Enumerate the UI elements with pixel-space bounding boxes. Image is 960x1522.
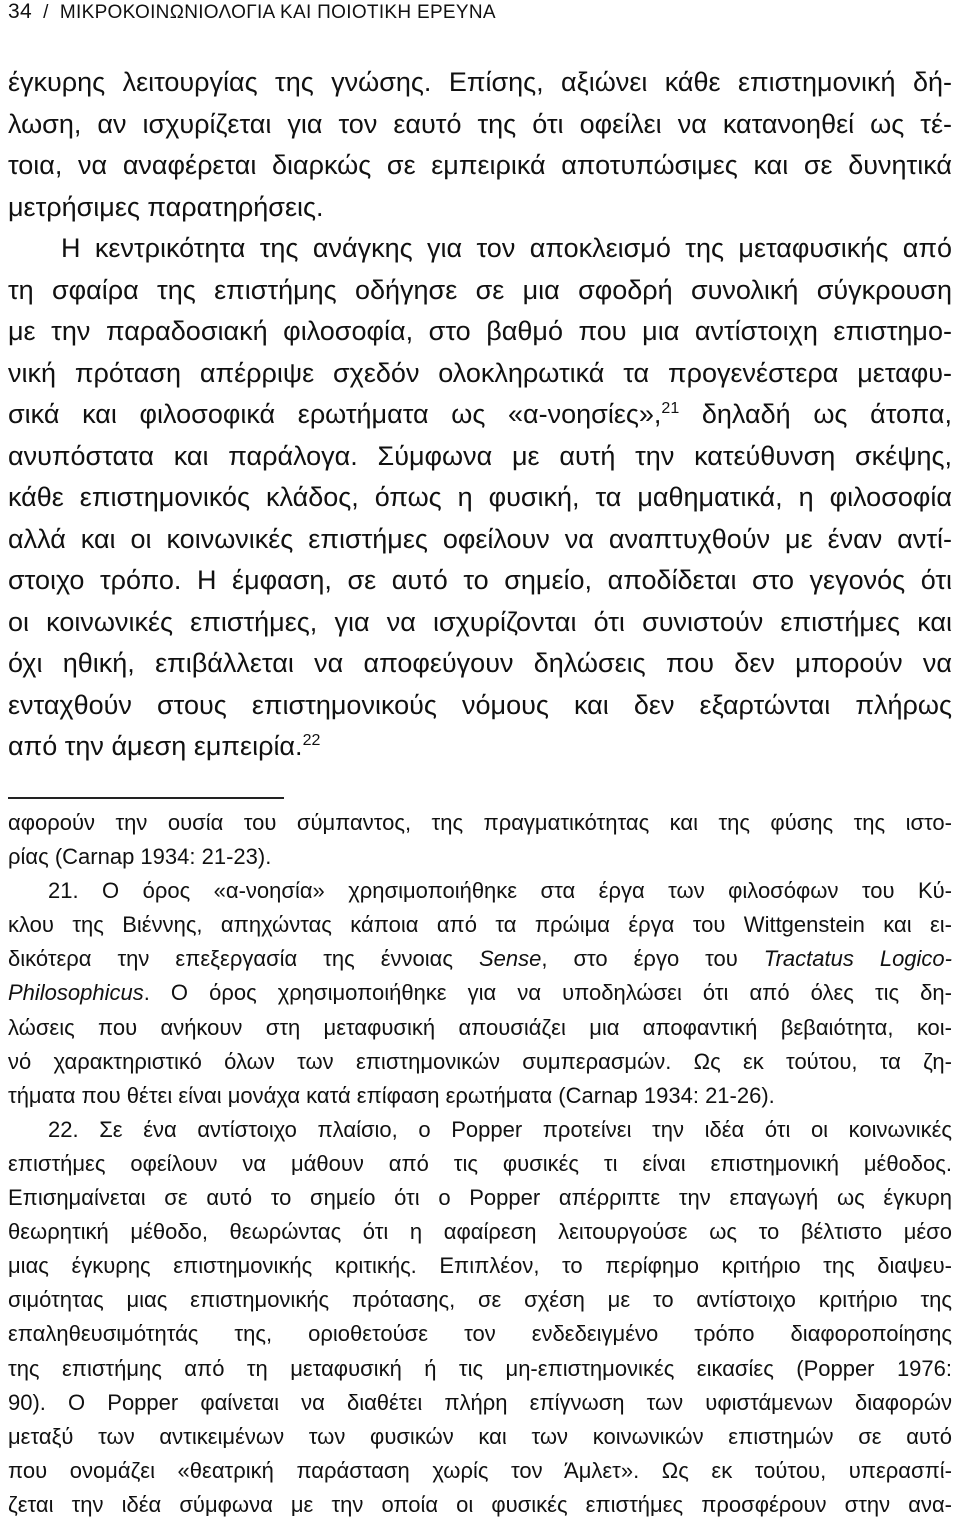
footnote-22-line: μεταξύ των αντικειμένων των φυσικών και των κοινωνικών επιστημών σε αυτό (8, 1423, 952, 1449)
footnote-22-line: 90). Ο Popper φαίνεται να διαθέτει πλήρη επίγνωση των υφιστάμενων διαφορών (8, 1389, 952, 1415)
footnote-italic-term: Sense (478, 946, 542, 972)
footnote-text: δικότερα την επεξεργασία της έννοιας (8, 946, 453, 972)
footnote-divider (8, 797, 284, 799)
footnote-22-line: σιμότητας μιας επιστημονικής πρότασης, σε σχέση με το αντίστοιχο κριτήριο της (8, 1287, 952, 1313)
footnote-22-line: που ονομάζει «θεατρική παράσταση χωρίς τον Άμλετ». Ως εκ τούτου, υπερασπί- (8, 1457, 952, 1483)
body-line: οι κοινωνικές επιστήμες, για να ισχυρίζονται ότι συνιστούν επιστήμες και (8, 606, 952, 637)
footnote-22-line: επαληθευσιμότητάς της, οριοθετούσε τον ενδεδειγμένο τρόπο διαφοροποίησης (8, 1321, 952, 1347)
footnote-22-line: Επισημαίνεται σε αυτό το σημείο ότι ο Popper απέρριπτε την επαγωγή ως έγκυρη (8, 1185, 952, 1211)
footnote-21-line: κλου της Βιέννης, απηχώντας κάποια από τα πρώιμα έργα του Wittgenstein και ει- (8, 912, 952, 938)
footnotes (8, 806, 952, 1522)
footnote-22-line: θεωρητική μέθοδο, θεωρώντας ότι η αφαίρεση λειτουργούσε ως το βέλτιστο μέσο (8, 1219, 952, 1245)
footnote-22-line (8, 1113, 952, 1147)
body-line: νική πρόταση απέρριψε σχεδόν ολοκληρωτικά τα προγενέστερα μεταφυ- (8, 357, 952, 388)
page-number: 34 (8, 0, 32, 23)
footnote-22-line: της επιστήμης από τη μεταφυσική ή τις μη-επιστημονικές εικασίες (Popper 1976: (8, 1355, 952, 1381)
body-line: Η κεντρικότητα της ανάγκης για τον αποκλεισμό της μεταφυσικής από (61, 233, 952, 263)
body-line: αλλά και οι κοινωνικές επιστήμες οφείλουν να αναπτυχθούν με έναν αντί- (8, 523, 952, 554)
footnote-ref-22: 22 (302, 732, 321, 749)
footnote-text: , στο έργο του (541, 946, 738, 972)
body-line: στοιχο τρόπο. Η έμφαση, σε αυτό το σημείο, αποδίδεται στο γεγονός ότι (8, 565, 952, 595)
body-line: ανυπόστατα και παράλογα. Σύμφωνα με αυτή την κατεύθυνση σκέψης, (8, 440, 952, 471)
body-line: τη σφαίρα της επιστήμης οδήγησε σε μια σφοδρή συνολική σύγκρουση (8, 274, 952, 305)
body-line-part: σικά και φιλοσοφικά ερωτήματα ως «α-νοησίες», (8, 399, 662, 429)
footnote-line: αφορούν την ουσία του σύμπαντος, της πραγματικότητας και της φύσης της ιστο- (8, 810, 952, 835)
running-title: ΜΙΚΡΟΚΟΙΝΩΝΙΟΛΟΓΙΑ ΚΑΙ ΠΟΙΟΤΙΚΗ ΕΡΕΥΝΑ (59, 2, 496, 23)
footnote-22-line: μιας έγκυρης επιστημονικής κριτικής. Επιπλέον, το περίφημο κριτήριο της διαψευ- (8, 1253, 952, 1279)
footnote-italic-title: Tractatus Logico- (763, 946, 952, 972)
main-text (8, 62, 952, 768)
footnote-italic-title: Philosophicus (8, 980, 144, 1006)
running-header (8, 0, 496, 24)
footnote-22-line: ζεται την ιδέα σύμφωνα με την οποία οι φυσικές επιστήμες προσφέρουν στην ανα- (8, 1491, 952, 1517)
body-line-part: δηλαδή ως άτοπα, (701, 399, 952, 429)
body-line: όχι ηθική, επιβάλλεται να αποφεύγουν δηλώσεις που δεν μπορούν να (8, 648, 952, 678)
body-line-part: από την άμεση εμπειρία. (8, 731, 303, 761)
header-separator: / (43, 2, 49, 23)
footnote-21-number: 21. (48, 878, 79, 904)
footnote-21-line (8, 874, 952, 908)
footnote-text: Ο όρος «α-νοησία» χρησιμοποιήθηκε στα έργα των φιλοσόφων του Κύ- (102, 878, 952, 904)
body-line: λωση, αν ισχυρίζεται για τον εαυτό της ότι οφείλει να κατανοηθεί ως τέ- (8, 108, 952, 139)
footnote-21-line (8, 942, 952, 976)
footnote-ref-21: 21 (661, 400, 680, 417)
body-line: έγκυρης λειτουργίας της γνώσης. Επίσης, αξιώνει κάθε επιστημονική δή- (8, 67, 952, 97)
body-line: ενταχθούν στους επιστημονικούς νόμους και δεν εξαρτώνται πλήρως (8, 689, 952, 720)
footnote-text: Σε ένα αντίστοιχο πλαίσιο, ο Popper προτείνει την ιδέα ότι οι κοινωνικές (99, 1116, 952, 1142)
body-line: τοια, να αναφέρεται διαρκώς σε εμπειρικά αποτυπώσιμες και σε δυνητικά (8, 150, 952, 180)
body-line (8, 726, 952, 768)
footnote-22-line: επιστήμες οφείλουν να μάθουν από τις φυσικές τι είναι επιστημονική μέθοδος. (8, 1150, 952, 1176)
footnote-21-line: λώσεις που ανήκουν στη μεταφυσική απουσιάζει μια αποφαντική βεβαιότητα, κοι- (8, 1014, 952, 1040)
body-line (8, 394, 952, 436)
body-line: κάθε επιστημονικός κλάδος, όπως η φυσική, τα μαθηματικά, η φιλοσοφία (8, 482, 952, 512)
body-line: μετρήσιμες παρατηρήσεις. (8, 191, 324, 222)
footnote-22-number: 22. (48, 1116, 79, 1142)
body-line: με την παραδοσιακή φιλοσοφία, στο βαθμό που μια αντίστοιχη επιστημο- (8, 316, 952, 346)
footnote-21-line: τήματα που θέτει είναι μονάχα κατά επίφαση ερωτήματα (Carnap 1934: 21-26). (8, 1082, 775, 1108)
footnote-text: . Ο όρος χρησιμοποιήθηκε για να υποδηλώσει ότι από όλες τις δη- (143, 980, 952, 1006)
footnote-21-line: νό χαρακτηριστικό όλων των επιστημονικών συμπερασμών. Ως εκ τούτου, τα ζη- (8, 1048, 952, 1074)
footnote-line: ρίας (Carnap 1934: 21-23). (8, 844, 272, 870)
footnote-21-line (8, 976, 952, 1010)
